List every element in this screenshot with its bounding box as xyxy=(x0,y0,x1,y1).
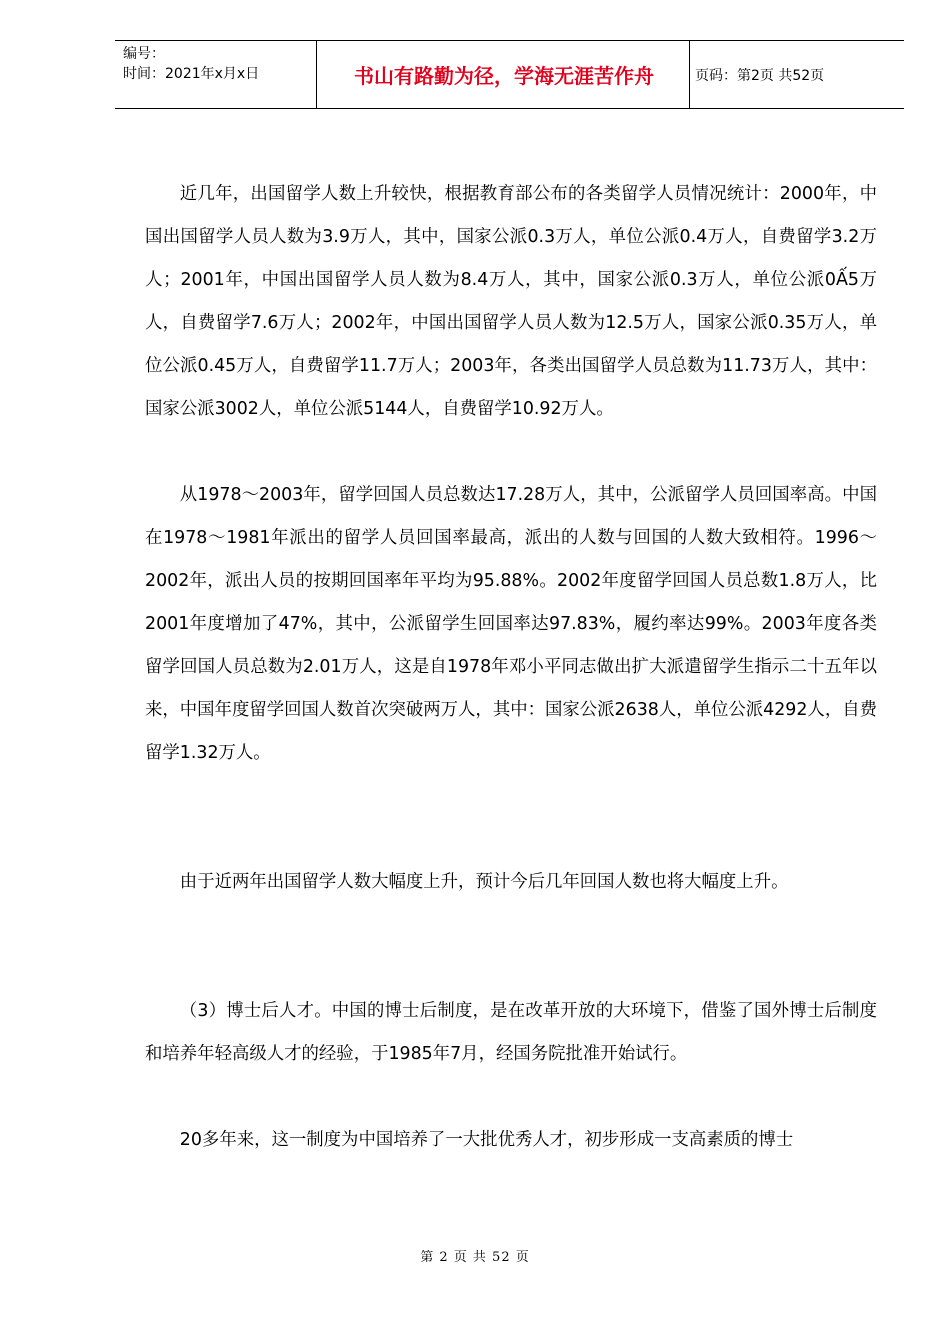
header-motto: 书山有路勤为径，学海无涯苦作舟 xyxy=(354,64,654,88)
paragraph: 20多年来，这一制度为中国培养了一大批优秀人才，初步形成一支高素质的博士 xyxy=(179,1130,794,1150)
header-divider xyxy=(689,41,690,108)
header-number-label: 编号： xyxy=(123,46,165,62)
page-footer: 第 2 页 共 52 页 xyxy=(420,1250,530,1265)
document-body xyxy=(145,173,877,1162)
header-page-info: 页码：第2页 共52页 xyxy=(695,67,825,84)
paragraph: 从1978～2003年，留学回国人员总数达17.28万人，其中，公派留学人员回国率高。中国在1978～1981年派出的留学人员回国率最高，派出的人数与回国的人数大致相符。1996～2002年，派出人员的按期回国率年平均为95.88%。2002年度留学回国人员总数1.8万人，比2001年度增加了47%，其中，公派留学生回国率达97.83%，履约率达99%。2003年度各类留学回国人员总数为2.01万人，这是自1978年邓小平同志做出扩大派遣留学生指示二十五年以来，中国年度留学回国人数首次突破两万人，其中：国家公派2638人，单位公派4292人，自费留学1.32万人。 xyxy=(145,485,877,763)
page-header xyxy=(115,40,904,109)
paragraph: 近几年，出国留学人数上升较快，根据教育部公布的各类留学人员情况统计：2000年，中国出国留学人员人数为3.9万人，其中，国家公派0.3万人，单位公派0.4万人，自费留学3.2万人；2001年，中国出国留学人员人数为8.4万人，其中，国家公派0.3万人，单位公派0Ấ5万人，自费留学7.6万人；2002年，中国出国留学人员人数为12.5万人，国家公派0.35万人，单位公派0.45万人，自费留学11.7万人；2003年，各类出国留学人员总数为11.73万人，其中：国家公派3002人，单位公派5144人，自费留学10.92万人。 xyxy=(145,184,877,419)
paragraph: 由于近两年出国留学人数大幅度上升，预计今后几年回国人数也将大幅度上升。 xyxy=(179,872,789,892)
paragraph: （3）博士后人才。中国的博士后制度，是在改革开放的大环境下，借鉴了国外博士后制度和培养年轻高级人才的经验，于1985年7月，经国务院批准开始试行。 xyxy=(145,1001,877,1064)
header-meta xyxy=(123,44,259,84)
header-time-label: 时间：2021年x月x日 xyxy=(123,66,260,82)
header-divider xyxy=(316,41,317,108)
